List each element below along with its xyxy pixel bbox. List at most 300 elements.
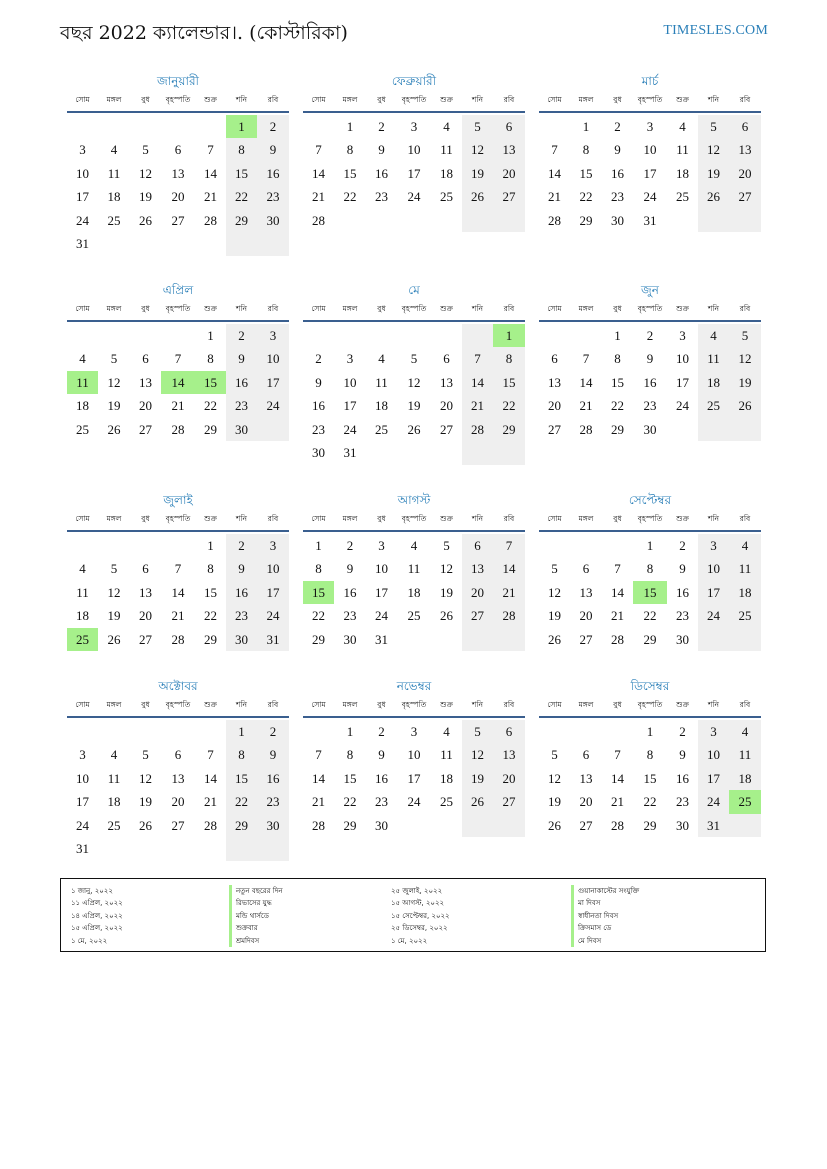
day-cell: 9 [614,142,621,157]
day-cell: 29 [226,209,257,233]
day-cell: 18 [729,581,761,605]
month-calendar [67,490,289,651]
day-cell: 10 [407,142,421,157]
day-cell: 6 [493,115,525,139]
day-cell: 15 [204,584,217,600]
empty-day-cell [462,814,493,838]
day-cell: 10 [257,557,289,581]
day-cell: 19 [729,371,761,395]
day-cell: 29 [579,212,593,228]
day-cell: 16 [643,374,657,390]
day-cell: 11 [107,165,121,181]
day-cell: 13 [729,138,761,162]
page-title: বছর 2022 ক্যালেন্ডার।. (কোস্টারিকা) [60,22,348,44]
day-cell: 12 [440,561,453,576]
month-day-grid [539,300,761,441]
day-cell: 4 [698,324,729,348]
empty-day-cell [130,720,161,744]
weekday-header: শুক্র [667,300,698,322]
day-cell: 5 [462,720,493,744]
day-cell: 2 [378,723,385,739]
day-cell: 1 [614,327,621,343]
day-cell: 4 [79,561,86,576]
empty-day-cell [195,837,226,861]
day-cell: 9 [679,561,686,576]
day-cell: 15 [226,767,257,791]
day-cell: 28 [611,817,624,833]
day-cell: 19 [107,398,121,413]
empty-day-cell [257,232,289,256]
day-cell: 18 [76,608,89,623]
weekday-header: সোম [67,696,98,718]
day-cell: 8 [346,142,354,157]
weekday-header: বুধ [130,91,161,113]
empty-day-cell [431,441,462,465]
day-cell: 7 [493,534,525,558]
day-cell: 21 [611,608,624,623]
weekday-header: মঙ্গল [334,510,366,532]
holiday-day-cell: 14 [161,371,195,395]
day-cell: 23 [257,185,289,209]
month-calendar [539,71,761,232]
day-cell: 8 [226,743,257,767]
empty-day-cell [397,324,431,348]
day-cell: 14 [462,371,493,395]
day-cell: 17 [407,770,421,786]
weekday-header: মঙ্গল [334,696,366,718]
month-day-grid [303,510,525,651]
day-cell: 19 [548,794,561,809]
day-cell: 6 [462,534,493,558]
month-calendar [539,490,761,651]
day-cell: 1 [346,723,354,739]
weekday-header: শনি [462,300,493,322]
day-cell: 4 [410,537,418,553]
day-cell: 16 [312,398,325,413]
day-cell: 21 [462,394,493,418]
day-cell: 26 [698,185,729,209]
day-cell: 5 [462,115,493,139]
empty-day-cell [729,628,761,652]
day-cell: 22 [643,794,657,809]
day-cell: 27 [579,817,593,833]
day-cell: 5 [729,324,761,348]
empty-day-cell [257,418,289,442]
weekday-header: রবি [257,510,289,532]
day-cell: 2 [226,534,257,558]
holiday-day-cell: 1 [226,115,257,139]
day-cell: 6 [142,561,149,576]
day-cell: 10 [257,347,289,371]
empty-day-cell [98,837,130,861]
month-day-grid [539,91,761,232]
day-cell: 11 [107,770,121,786]
day-cell: 19 [548,608,561,623]
day-cell: 3 [410,118,418,134]
day-cell: 22 [226,185,257,209]
day-cell: 15 [343,770,357,786]
day-cell: 4 [110,142,118,157]
day-cell: 27 [493,790,525,814]
day-cell: 16 [676,770,689,786]
weekday-header: রবি [257,300,289,322]
legend-date: ১১ এপ্রিল, ২০২২ [71,899,123,908]
day-cell: 28 [579,421,593,437]
month-calendar [303,280,525,465]
day-cell: 23 [375,794,388,809]
day-cell: 13 [493,743,525,767]
empty-day-cell [698,418,729,442]
day-cell: 14 [312,165,325,181]
month-name: সেপ্টেম্বর [628,493,672,507]
day-cell: 8 [614,351,621,366]
empty-day-cell [161,837,195,861]
month-calendar [303,676,525,837]
day-cell: 6 [142,351,149,366]
day-cell: 16 [375,165,388,181]
day-cell: 10 [698,743,729,767]
day-cell: 25 [440,794,453,809]
weekday-header: বুধ [130,510,161,532]
day-cell: 17 [76,794,89,809]
day-cell: 26 [107,631,121,647]
day-cell: 30 [257,814,289,838]
day-cell: 25 [676,189,689,204]
day-cell: 15 [493,371,525,395]
day-cell: 17 [407,165,421,181]
empty-day-cell [397,441,431,465]
empty-day-cell [462,324,493,348]
day-cell: 28 [204,212,217,228]
legend-holiday-name: মে দিবস [578,936,602,945]
month-name: ডিসেম্বর [630,679,670,693]
day-cell: 14 [312,770,325,786]
day-cell: 8 [207,561,214,576]
day-cell: 2 [315,351,322,366]
day-cell: 5 [443,537,450,553]
day-cell: 5 [142,142,149,157]
empty-day-cell [539,115,570,139]
weekday-header: বৃহস্পতি [397,696,431,718]
empty-day-cell [493,628,525,652]
day-cell: 10 [676,351,689,366]
day-cell: 28 [171,631,185,647]
weekday-header: রবি [257,91,289,113]
weekday-header: বুধ [366,696,397,718]
day-cell: 13 [440,374,453,390]
day-cell: 23 [257,790,289,814]
empty-day-cell [366,209,397,233]
legend-date: ১ মে, ২০২২ [71,936,108,945]
day-cell: 17 [643,165,657,181]
weekday-header: মঙ্গল [334,300,366,322]
day-cell: 19 [139,189,152,204]
weekday-header: শনি [698,300,729,322]
weekday-header: সোম [539,91,570,113]
day-cell: 3 [257,534,289,558]
empty-day-cell [493,209,525,233]
day-cell: 3 [646,118,654,134]
day-cell: 12 [107,374,121,390]
day-cell: 14 [493,557,525,581]
weekday-header: বৃহস্পতি [161,300,195,322]
empty-day-cell [431,628,462,652]
day-cell: 29 [643,817,657,833]
day-cell: 15 [643,770,657,786]
day-cell: 23 [676,608,689,623]
empty-day-cell [98,232,130,256]
day-cell: 24 [698,604,729,628]
day-cell: 25 [76,421,89,437]
day-cell: 27 [171,817,185,833]
day-cell: 11 [729,743,761,767]
day-cell: 30 [226,628,257,652]
month-day-grid [303,696,525,837]
day-cell: 13 [462,557,493,581]
day-cell: 30 [226,418,257,442]
day-cell: 3 [346,351,354,366]
day-cell: 18 [729,767,761,791]
day-cell: 14 [204,165,217,181]
weekday-header: রবি [729,510,761,532]
day-cell: 1 [315,537,322,553]
day-cell: 26 [139,817,152,833]
empty-day-cell [698,628,729,652]
day-cell: 26 [407,421,421,437]
day-cell: 30 [643,421,657,437]
weekday-header: সোম [303,510,334,532]
day-cell: 26 [440,608,453,623]
month-day-grid [67,696,289,861]
day-cell: 28 [171,421,185,437]
day-cell: 1 [582,118,590,134]
weekday-header: মঙ্গল [334,91,366,113]
day-cell: 10 [375,561,388,576]
day-cell: 1 [207,327,214,343]
day-cell: 2 [257,115,289,139]
month-day-grid [539,696,761,837]
day-cell: 9 [679,747,686,762]
day-cell: 8 [346,747,354,762]
day-cell: 3 [698,720,729,744]
weekday-header: সোম [303,300,334,322]
day-cell: 22 [312,608,325,623]
weekday-header: বুধ [602,696,633,718]
day-cell: 29 [343,817,357,833]
empty-day-cell [161,720,195,744]
day-cell: 27 [171,212,185,228]
day-cell: 16 [257,767,289,791]
weekday-header: শুক্র [667,91,698,113]
day-cell: 23 [226,604,257,628]
day-cell: 21 [204,189,217,204]
day-cell: 11 [729,557,761,581]
day-cell: 29 [493,418,525,442]
day-cell: 7 [207,747,214,762]
legend-holiday-name: শ্রমদিবস [236,936,260,945]
day-cell: 21 [171,608,185,623]
day-cell: 18 [107,189,121,204]
day-cell: 28 [462,418,493,442]
weekday-header: শুক্র [195,510,226,532]
brand-logo-text[interactable]: TIMESLES.COM [663,23,768,38]
day-cell: 21 [493,581,525,605]
weekday-header: বুধ [366,91,397,113]
day-cell: 31 [698,814,729,838]
legend-date: ১৫ এপ্রিল, ২০২২ [71,924,123,933]
day-cell: 8 [646,747,654,762]
empty-day-cell [67,324,98,348]
empty-day-cell [195,232,226,256]
weekday-header: বৃহস্পতি [161,510,195,532]
empty-day-cell [462,209,493,233]
empty-day-cell [729,418,761,442]
legend-holiday-name: রিভাসের যুদ্ধ [236,899,272,908]
weekday-header: শুক্র [431,91,462,113]
day-cell: 30 [343,631,357,647]
day-cell: 11 [676,142,689,157]
empty-day-cell [67,534,98,558]
day-cell: 26 [107,421,121,437]
day-cell: 31 [643,212,657,228]
empty-day-cell [98,115,130,139]
legend-date: ১৫ আগস্ট, ২০২২ [391,899,445,908]
day-cell: 4 [443,118,450,134]
weekday-header: বুধ [602,91,633,113]
day-cell: 20 [548,398,561,413]
day-cell: 6 [443,351,450,366]
holiday-day-cell: 25 [729,790,761,814]
weekday-header: শুক্র [667,510,698,532]
day-cell: 24 [257,394,289,418]
empty-day-cell [431,814,462,838]
day-cell: 17 [375,584,388,600]
day-cell: 21 [312,189,325,204]
weekday-header: সোম [539,300,570,322]
day-cell: 28 [548,212,561,228]
day-cell: 1 [226,720,257,744]
empty-day-cell [98,720,130,744]
day-cell: 2 [257,720,289,744]
legend-names-col-1 [229,885,283,947]
weekday-header: শুক্র [195,91,226,113]
legend-holiday-name: ক্রিসমাস ডে [578,924,612,933]
day-cell: 20 [139,398,152,413]
weekday-header: শনি [226,696,257,718]
month-calendar [303,490,525,651]
day-cell: 28 [312,817,325,833]
day-cell: 18 [440,770,453,786]
month-calendar [539,676,761,837]
day-cell: 22 [204,398,217,413]
empty-day-cell [570,720,602,744]
day-cell: 26 [462,185,493,209]
day-cell: 7 [582,351,590,366]
day-cell: 11 [375,374,388,390]
empty-day-cell [195,720,226,744]
day-cell: 27 [729,185,761,209]
empty-day-cell [161,324,195,348]
day-cell: 2 [679,723,686,739]
day-cell: 9 [646,351,654,366]
day-cell: 29 [204,631,217,647]
day-cell: 6 [582,561,590,576]
day-cell: 5 [698,115,729,139]
day-cell: 26 [729,394,761,418]
day-cell: 13 [579,584,593,600]
day-cell: 18 [76,398,89,413]
day-cell: 25 [698,394,729,418]
day-cell: 12 [139,165,152,181]
day-cell: 2 [679,537,686,553]
day-cell: 3 [378,537,385,553]
empty-day-cell [698,209,729,233]
empty-day-cell [226,232,257,256]
day-cell: 22 [611,398,624,413]
day-cell: 24 [407,794,421,809]
weekday-header: বৃহস্পতি [397,300,431,322]
day-cell: 30 [375,817,388,833]
day-cell: 8 [582,142,590,157]
day-cell: 26 [462,790,493,814]
day-cell: 16 [257,162,289,186]
month-day-grid [303,300,525,465]
day-cell: 21 [171,398,185,413]
day-cell: 3 [257,324,289,348]
day-cell: 9 [346,561,354,576]
legend-date: ২৫ ডিসেম্বর, ২০২২ [391,924,448,933]
day-cell: 31 [343,445,357,460]
day-cell: 18 [107,794,121,809]
day-cell: 27 [440,421,453,437]
weekday-header: বৃহস্পতি [633,510,667,532]
day-cell: 18 [440,165,453,181]
weekday-header: বুধ [366,510,397,532]
empty-day-cell [67,115,98,139]
empty-day-cell [303,324,334,348]
legend-holiday-name: নতুন বছরের দিন [236,887,283,895]
day-cell: 23 [643,398,657,413]
weekday-header: শুক্র [195,300,226,322]
day-cell: 6 [551,351,558,366]
weekday-header: বৃহস্পতি [397,510,431,532]
empty-day-cell [366,324,397,348]
weekday-header: শুক্র [431,300,462,322]
legend-holiday-name: গুয়ানাকাস্টের সংযুক্তি [578,887,640,895]
day-cell: 22 [579,189,593,204]
day-cell: 19 [462,162,493,186]
month-day-grid [67,300,289,441]
holiday-legend [60,878,766,952]
day-cell: 21 [548,189,561,204]
empty-day-cell [130,115,161,139]
weekday-header: রবি [493,696,525,718]
day-cell: 19 [139,794,152,809]
day-cell: 29 [611,421,624,437]
day-cell: 7 [462,347,493,371]
day-cell: 21 [312,794,325,809]
day-cell: 23 [312,421,325,437]
day-cell: 19 [440,584,453,600]
weekday-header: শনি [462,91,493,113]
day-cell: 30 [312,445,325,460]
empty-day-cell [334,324,366,348]
day-cell: 4 [443,723,450,739]
day-cell: 5 [110,561,118,576]
empty-day-cell [570,324,602,348]
day-cell: 12 [462,743,493,767]
holiday-day-cell: 11 [67,371,98,395]
